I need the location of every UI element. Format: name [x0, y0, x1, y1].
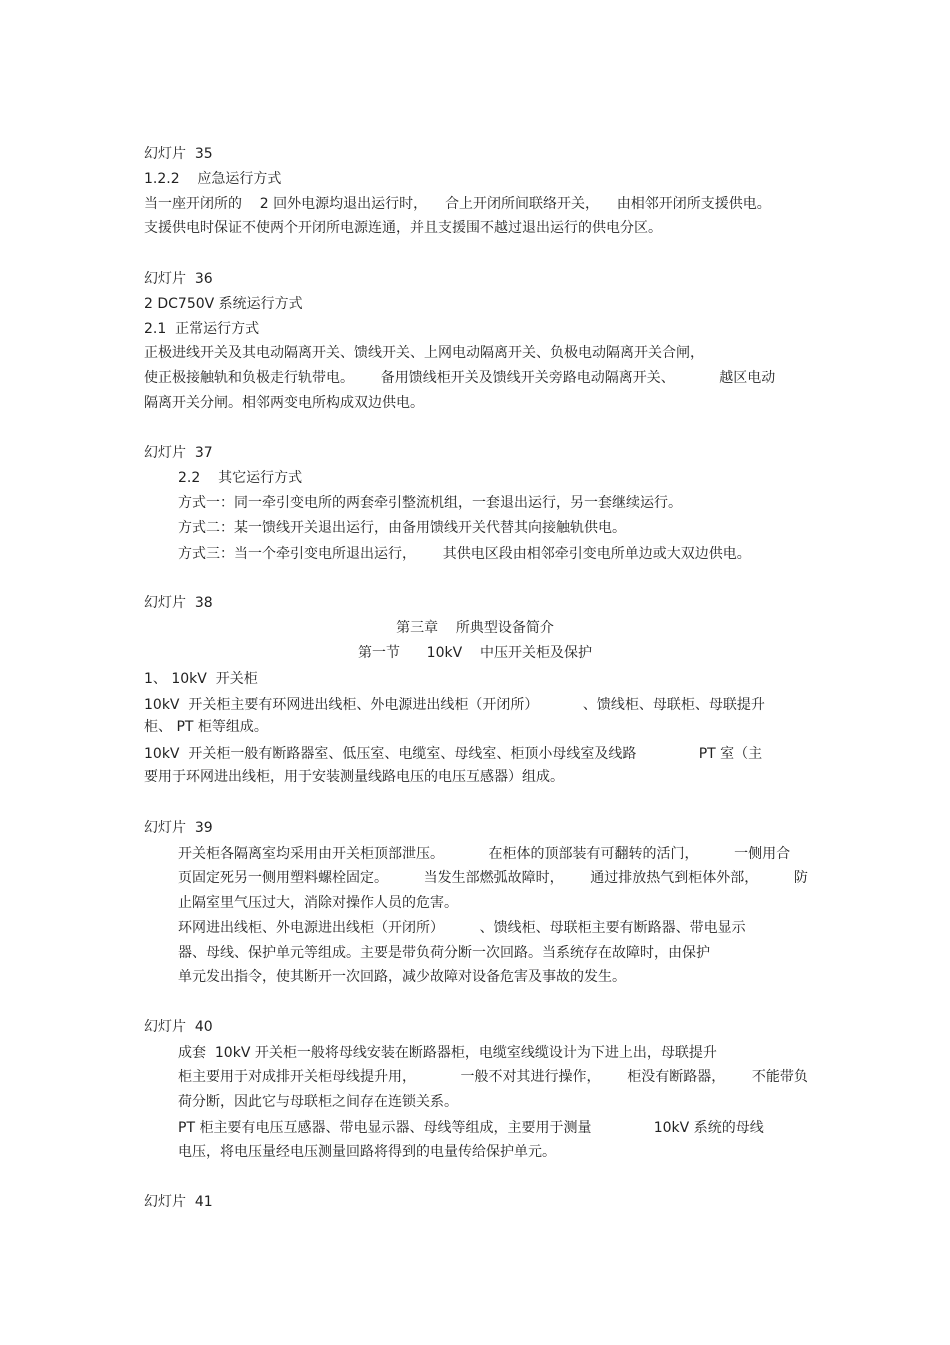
slide-41-title: 幻灯片 41: [144, 1194, 213, 1210]
slide-39-line-4: 环网进出线柜、外电源进出线柜（开闭所） 、馈线柜、母联柜主要有断路器、带电显示: [178, 920, 746, 936]
slide-35-line-2: 支援供电时保证不使两个开闭所电源连通，并且支援围不越过退出运行的供电分区。: [144, 220, 662, 236]
slide-37-mode-1: 方式一：同一牵引变电所的两套牵引整流机组，一套退出运行，另一套继续运行。: [178, 495, 682, 511]
slide-35-title: 幻灯片 35: [144, 146, 213, 162]
slide-40-line-2: 柜主要用于对成排开关柜母线提升用， 一般不对其进行操作， 柜没有断路器， 不能带负: [178, 1069, 808, 1085]
slide-36-title: 幻灯片 36: [144, 271, 213, 287]
slide-38-title: 幻灯片 38: [144, 595, 213, 611]
section-title: 第一节 10kV 中压开关柜及保护: [357, 645, 592, 661]
slide-40-line-3: 荷分断，因此它与母联柜之间存在连锁关系。: [178, 1094, 458, 1110]
slide-37-mode-3: 方式三：当一个牵引变电所退出运行， 其供电区段由相邻牵引变电所单边或大双边供电。: [178, 546, 751, 562]
slide-38-line-2: 柜、 PT 柜等组成。: [144, 719, 268, 735]
slide-39-title: 幻灯片 39: [144, 820, 213, 836]
slide-40-line-5: 电压，将电压量经电压测量回路将得到的电量传给保护单元。: [178, 1144, 556, 1160]
slide-36-line-1: 正极进线开关及其电动隔离开关、馈线开关、上网电动隔离开关、负极电动隔离开关合闸，: [144, 345, 704, 361]
slide-37-heading: 2.2 其它运行方式: [178, 470, 303, 486]
slide-39-line-1: 开关柜各隔离室均采用由开关柜顶部泄压。 在柜体的顶部装有可翻转的活门， 一侧用合: [178, 846, 791, 862]
slide-40-title: 幻灯片 40: [144, 1019, 213, 1035]
slide-40-line-1: 成套 10kV 开关柜一般将母线安装在断路器柜，电缆室线缆设计为下进上出，母联提升: [178, 1045, 717, 1061]
slide-36-heading: 2 DC750V 系统运行方式: [144, 296, 303, 312]
slide-39-line-3: 止隔室里气压过大，消除对操作人员的危害。: [178, 895, 458, 911]
chapter-title: 第三章 所典型设备简介: [396, 620, 554, 636]
slide-36-line-3: 隔离开关分闸。相邻两变电所构成双边供电。: [144, 395, 424, 411]
slide-39-line-2: 页固定死另一侧用塑料螺栓固定。 当发生部燃弧故障时， 通过排放热气到柜体外部， 防: [178, 870, 808, 886]
slide-37-title: 幻灯片 37: [144, 445, 213, 461]
slide-35-line-1: 当一座开闭所的 2 回外电源均退出运行时， 合上开闭所间联络开关， 由相邻开闭所支援供电。: [144, 196, 771, 212]
slide-39-line-5: 器、母线、保护单元等组成。主要是带负荷分断一次回路。当系统存在故障时，由保护: [178, 945, 710, 961]
slide-38-line-4: 要用于环网进出线柜，用于安装测量线路电压的电压互感器）组成。: [144, 769, 564, 785]
slide-39-line-6: 单元发出指令，使其断开一次回路，减少故障对设备危害及事故的发生。: [178, 969, 626, 985]
slide-36-subheading: 2.1 正常运行方式: [144, 321, 260, 337]
slide-36-line-2: 使正极接触轨和负极走行轨带电。 备用馈线柜开关及馈线开关旁路电动隔离开关、 越区电动: [144, 370, 776, 386]
slide-40-line-4: PT 柜主要有电压互感器、带电显示器、母线等组成，主要用于测量 10kV 系统的母线: [178, 1120, 764, 1136]
slide-38-line-3: 10kV 开关柜一般有断路器室、低压室、电缆室、母线室、柜顶小母线室及线路 PT 室（主: [144, 746, 763, 762]
slide-37-mode-2: 方式二：某一馈线开关退出运行，由备用馈线开关代替其向接触轨供电。: [178, 520, 626, 536]
slide-38-line-1: 10kV 开关柜主要有环网进出线柜、外电源进出线柜（开闭所） 、馈线柜、母联柜、母联提升: [144, 697, 765, 713]
slide-35-heading: 1.2.2 应急运行方式: [144, 171, 282, 187]
slide-38-item: 1、 10kV 开关柜: [144, 671, 258, 687]
